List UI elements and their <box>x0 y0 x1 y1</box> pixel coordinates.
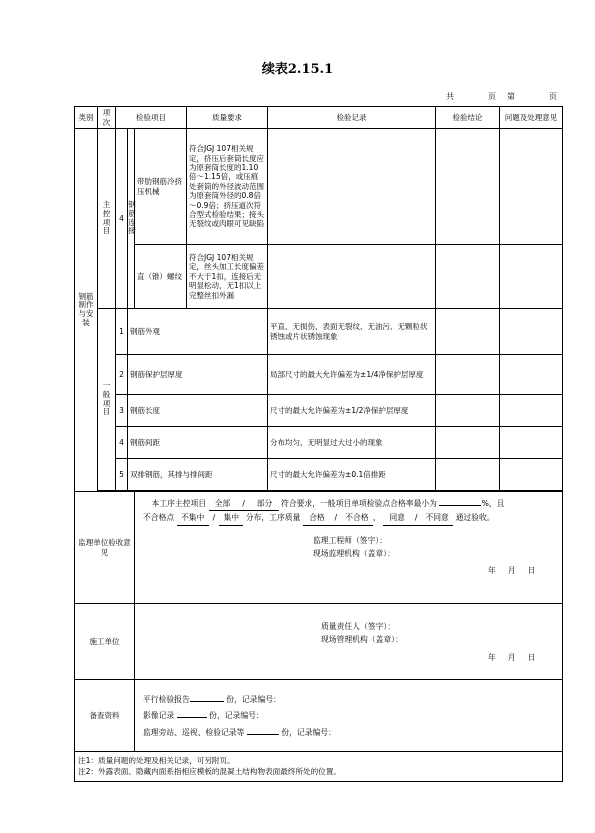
general-item-3-record[interactable] <box>436 395 500 427</box>
main-sub-2-issues[interactable] <box>500 245 563 309</box>
general-item-5-req: 尺寸的最大允许偏差为±0.1倍排距 <box>268 459 436 491</box>
supervision-text-2: 符合要求，一般项目单项检验点合格率最小为 <box>281 499 437 508</box>
option-disagree[interactable]: 不同意 <box>421 511 453 525</box>
general-item-4-conclusion[interactable] <box>500 427 563 459</box>
general-item-5-record[interactable] <box>436 459 500 491</box>
general-item-2-no: 2 <box>116 355 128 395</box>
header-category: 类别 <box>75 107 98 129</box>
construction-agency-seal[interactable]: 现场管理机构（盖章）： <box>321 635 403 645</box>
header-issues: 问题及处理意见 <box>500 107 563 129</box>
supervision-text-6: ， <box>372 513 381 523</box>
supervision-date[interactable] <box>143 564 558 577</box>
date-day-label: 日 <box>527 566 536 575</box>
backup-image-label: 影像记录 <box>143 711 175 721</box>
header-quality-req: 质量要求 <box>187 107 268 129</box>
supervision-text-1: 本工序主控项目 <box>151 499 207 508</box>
main-item-no: 4 <box>116 129 128 309</box>
backup-label: 备查资料 <box>75 680 135 752</box>
supervision-text-4: 不合格点 <box>143 513 175 523</box>
pass-rate-input[interactable] <box>439 496 481 506</box>
supervision-content <box>135 492 563 604</box>
note-2: 注2：外露表面、隐藏内面系指相应模板的混凝土结构物表面最终所处的位置。 <box>78 766 342 776</box>
date-day-label: 日 <box>527 652 536 662</box>
option-concentrated[interactable]: 集中 <box>219 511 243 525</box>
general-item-2-record[interactable] <box>436 355 500 395</box>
option-unqualified[interactable]: 不合格 <box>341 511 373 525</box>
general-item-2-name: 钢筋保护层厚度 <box>128 355 268 395</box>
option-qualified[interactable]: 合格 <box>303 511 331 525</box>
group-general-label: 一般项目 <box>102 381 111 417</box>
general-item-1-record[interactable] <box>436 309 500 355</box>
page-current-label: 第 <box>507 92 515 101</box>
option-all[interactable]: 全部 <box>209 497 237 511</box>
option-slash-1: / <box>237 497 251 511</box>
general-item-3-req: 尺寸的最大允许偏差为±1/2净保护层厚度 <box>268 395 436 427</box>
main-sub-1-req: 符合JGJ 107相关规定，挤压后套筒长度应为原套筒长度的1.10倍～1.15倍，或压痕处套筒的外径波动范围为原套筒外径的0.8倍～0.9倍；挤压道次符合型式检验结果；接头无裂纹或肉眼可见缺陷 <box>187 129 268 245</box>
supervision-agency-seal[interactable]: 现场监理机构（盖章）： <box>313 548 395 558</box>
main-sub-1-record[interactable] <box>268 129 436 245</box>
category-label: 钢筋制作与安装 <box>78 291 94 327</box>
general-item-4-no: 4 <box>116 427 128 459</box>
supervision-text-7: 通过验收。 <box>455 513 495 523</box>
option-slash-2: / <box>212 513 216 523</box>
main-item-name: 钢筋连接 <box>128 200 136 236</box>
main-sub-1-name: 带肋钢筋冷挤压机械 <box>135 129 187 245</box>
option-slash-3: / <box>331 511 341 525</box>
backup-parallel-label: 平行检验报告 <box>143 694 190 704</box>
construction-person-sign[interactable]: 质量责任人（签字）： <box>321 622 396 631</box>
general-item-4-req: 分布均匀，无明显过大过小的现象 <box>268 427 436 459</box>
general-item-1-conclusion[interactable] <box>500 309 563 355</box>
general-item-5-conclusion[interactable] <box>500 459 563 491</box>
construction-date[interactable] <box>143 651 558 664</box>
option-not-concentrated[interactable]: 不集中 <box>177 511 209 525</box>
date-month-label: 月 <box>507 652 516 662</box>
main-item-name-cell <box>128 129 135 309</box>
backup-supervision-label: 监理旁站、巡视、检验记录等 <box>143 727 245 737</box>
option-partial[interactable]: 部分 <box>251 497 279 511</box>
date-year-label: 年 <box>488 566 496 575</box>
main-sub-2-record[interactable] <box>268 245 436 309</box>
backup-image-suffix: 份，记录编号： <box>209 711 264 721</box>
supervision-text-5: 分布，工序质量 <box>245 513 301 523</box>
option-agree[interactable]: 同意 <box>383 511 411 525</box>
supervision-engineer-sign[interactable]: 监理工程师（签字）： <box>313 535 388 545</box>
page-total-unit: 页 <box>488 92 496 101</box>
general-item-4-name: 钢筋间距 <box>128 427 268 459</box>
general-item-2-req: 局部尺寸的最大允许偏差为±1/4净保护层厚度 <box>268 355 436 395</box>
general-item-3-name: 钢筋长度 <box>128 395 268 427</box>
supervision-text-3: %，且 <box>481 499 505 508</box>
date-year-label: 年 <box>488 652 496 662</box>
backup-content <box>135 680 563 752</box>
page-title: 续表2.15.1 <box>261 62 334 77</box>
construction-content <box>135 604 563 680</box>
category-cell <box>75 129 98 492</box>
main-sub-1-issues[interactable] <box>500 129 563 245</box>
main-sub-2-name: 直（锥）螺纹 <box>135 245 187 309</box>
header-check-item: 检验项目 <box>116 107 187 129</box>
group-general-cell <box>98 309 116 491</box>
notes-cell <box>75 752 563 782</box>
date-month-label: 月 <box>507 566 516 575</box>
backup-parallel-suffix: 份，记录编号： <box>226 694 281 704</box>
main-sub-2-conclusion[interactable] <box>436 245 500 309</box>
inspection-table <box>74 106 563 782</box>
backup-image-count[interactable] <box>177 708 207 718</box>
backup-parallel-count[interactable] <box>190 692 224 702</box>
option-slash-4: / <box>411 511 421 525</box>
header-check-record: 检验记录 <box>268 107 436 129</box>
main-sub-2-req: 符合JGJ 107相关规定，丝头加工长度偏差不大于1扣，连接后无明显松动，无1扣以上完整丝扣外漏 <box>187 245 268 309</box>
header-item-no: 项次 <box>98 107 116 129</box>
group-main-cell <box>98 129 116 309</box>
main-sub-1-conclusion[interactable] <box>436 129 500 245</box>
header-conclusion: 检验结论 <box>436 107 500 129</box>
page-total-label: 共 <box>446 92 454 101</box>
general-item-2-conclusion[interactable] <box>500 355 563 395</box>
page-current-unit: 页 <box>549 92 557 101</box>
general-item-4-record[interactable] <box>436 427 500 459</box>
backup-supervision-suffix: 份，记录编号： <box>281 727 336 737</box>
supervision-label: 监理单位验收意见 <box>75 492 135 604</box>
backup-supervision-count[interactable] <box>247 725 279 735</box>
group-main-label: 主控项目 <box>102 200 111 236</box>
general-item-5-name: 双排钢筋，其排与排间距 <box>128 459 268 491</box>
general-item-1-name: 钢筋外观 <box>128 309 268 355</box>
general-item-5-no: 5 <box>116 459 128 491</box>
general-item-1-req: 平直、无损伤，表面无裂纹、无油污、无颗粒状锈蚀或片状锈蚀现象 <box>268 309 436 355</box>
construction-label: 施工单位 <box>75 604 135 680</box>
general-item-1-no: 1 <box>116 309 128 355</box>
note-1: 注1：质量问题的处理及相关记录，可另附页。 <box>78 756 235 766</box>
general-item-3-no: 3 <box>116 395 128 427</box>
general-item-3-conclusion[interactable] <box>500 395 563 427</box>
